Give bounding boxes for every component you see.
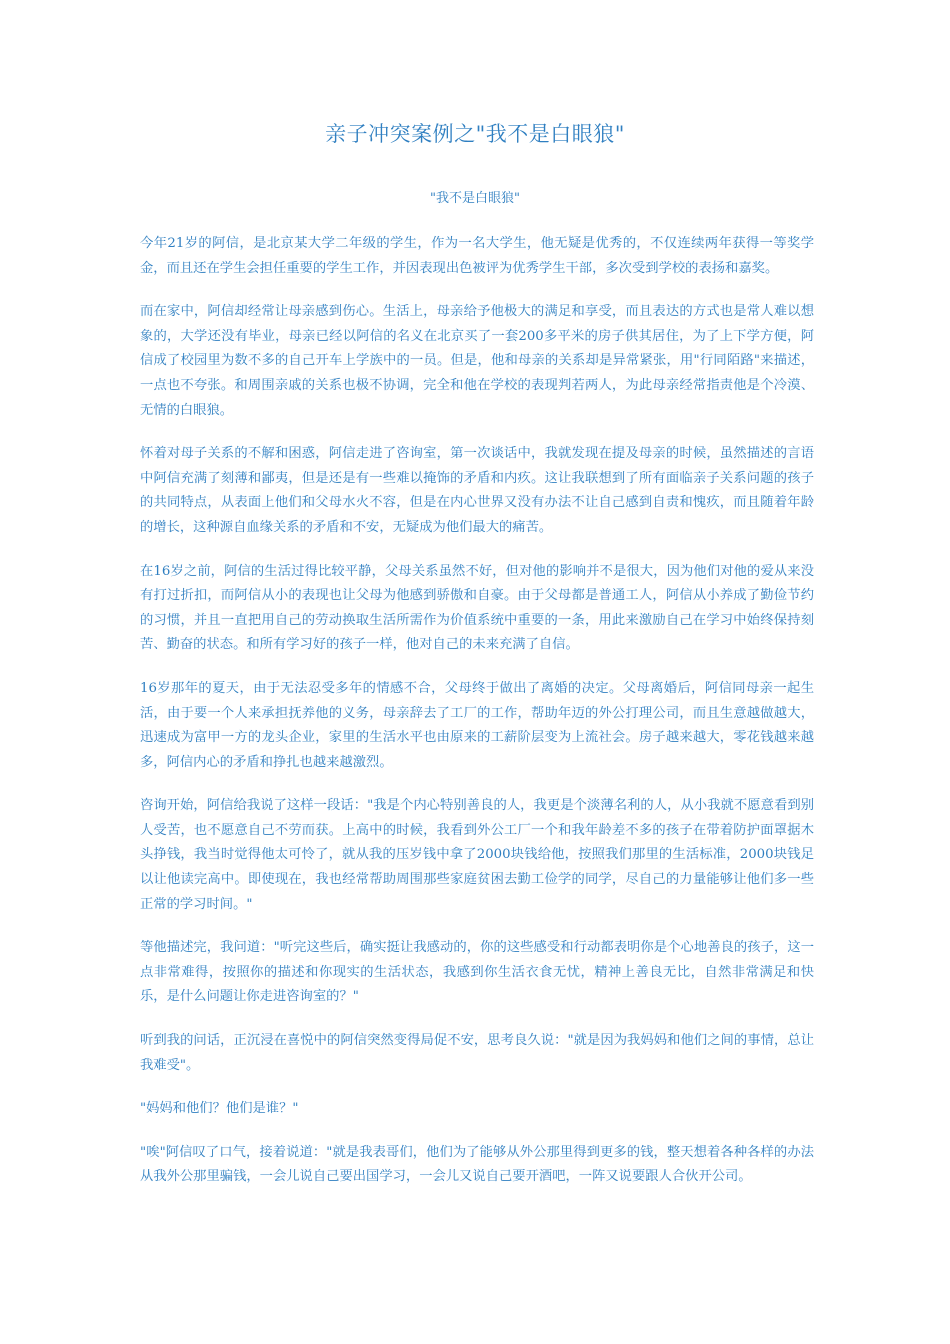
paragraph: 等他描述完，我问道："听完这些后，确实挺让我感动的，你的这些感受和行动都表明你是个心地善良的孩子，这一点非常难得，按照你的描述和你现实的生活状态，我感到你生活衣食无忧，精神上善良无比，自然非常满足和快乐，是什么问题让你走进咨询室的？" (140, 940, 814, 1005)
document-title: 亲子冲突案例之"我不是白眼狼" (325, 122, 625, 146)
paragraph: 今年21岁的阿信，是北京某大学二年级的学生，作为一名大学生，他无疑是优秀的，不仅连续两年获得一等奖学金，而且还在学生会担任重要的学生工作，并因表现出色被评为优秀学生干部，多次受到学校的表扬和嘉奖。 (140, 236, 814, 276)
paragraph: 而在家中，阿信却经常让母亲感到伤心。生活上，母亲给予他极大的满足和享受，而且表达的方式也是常人难以想象的，大学还没有毕业，母亲已经以阿信的名义在北京买了一套200多平米的房子供其居住，为了上下学方便，阿信成了校园里为数不多的自己开车上学族中的一员。但是，他和母亲的关系却是异常紧张，用"行同陌路"来描述，一点也不夸张。和周围亲戚的关系也极不协调，完全和他在学校的表现判若两人，为此母亲经常指责他是个冷漠、无情的白眼狼。 (140, 304, 814, 418)
paragraph: 在16岁之前，阿信的生活过得比较平静，父母关系虽然不好，但对他的影响并不是很大，因为他们对他的爱从来没有打过折扣，而阿信从小的表现也让父母为他感到骄傲和自豪。由于父母都是普通工人，阿信从小养成了勤俭节约的习惯，并且一直把用自己的劳动换取生活所需作为价值系统中重要的一条，用此来激励自己在学习中始终保持刻苦、勤奋的状态。和所有学习好的孩子一样，他对自己的未来充满了自信。 (140, 563, 814, 653)
paragraph: 听到我的问话，正沉浸在喜悦中的阿信突然变得局促不安，思考良久说："就是因为我妈妈和他们之间的事情，总让我难受"。 (140, 1033, 814, 1073)
paragraph: 16岁那年的夏天，由于无法忍受多年的情感不合，父母终于做出了离婚的决定。父母离婚后，阿信同母亲一起生活，由于要一个人来承担抚养他的义务，母亲辞去了工厂的工作，帮助年迈的外公打理公司，而且生意越做越大，迅速成为富甲一方的龙头企业，家里的生活水平也由原来的工薪阶层变为上流社会。房子越来越大，零花钱越来越多，阿信内心的矛盾和挣扎也越来越激烈。 (140, 680, 814, 770)
paragraph: "唉"阿信叹了口气，接着说道："就是我表哥们，他们为了能够从外公那里得到更多的钱，整天想着各种各样的办法从我外公那里骗钱，一会儿说自己要出国学习，一会儿又说自己要开酒吧，一阵又说要跟人合伙开公司。 (140, 1144, 814, 1185)
paragraph: 怀着对母子关系的不解和困惑，阿信走进了咨询室，第一次谈话中，我就发现在提及母亲的时候，虽然描述的言语中阿信充满了刻薄和鄙夷，但是还是有一些难以掩饰的矛盾和内疚。这让我联想到了所有面临亲子关系问题的孩子的共同特点，从表面上他们和父母水火不容，但是在内心世界又没有办法不让自己感到自责和愧疚，而且随着年龄的增长，这种源自血缘关系的矛盾和不安，无疑成为他们最大的痛苦。 (140, 446, 814, 535)
paragraph: 咨询开始，阿信给我说了这样一段话："我是个内心特别善良的人，我更是个淡薄名利的人，从小我就不愿意看到别人受苦，也不愿意自己不劳而获。上高中的时候，我看到外公工厂一个和我年龄差不多的孩子在带着防护面罩据木头挣钱，我当时觉得他太可怜了，就从我的压岁钱中拿了2000块钱给他，按照我们那里的生活标准，2000块钱足以让他读完高中。即使现在，我也经常帮助周围那些家庭贫困去勤工俭学的同学，尽自己的力量能够让他们多一些正常的学习时间。" (140, 798, 814, 912)
document-body (140, 232, 814, 1209)
document-subtitle: "我不是白眼狼" (430, 191, 520, 206)
paragraph: "妈妈和他们？他们是谁？" (140, 1101, 299, 1117)
